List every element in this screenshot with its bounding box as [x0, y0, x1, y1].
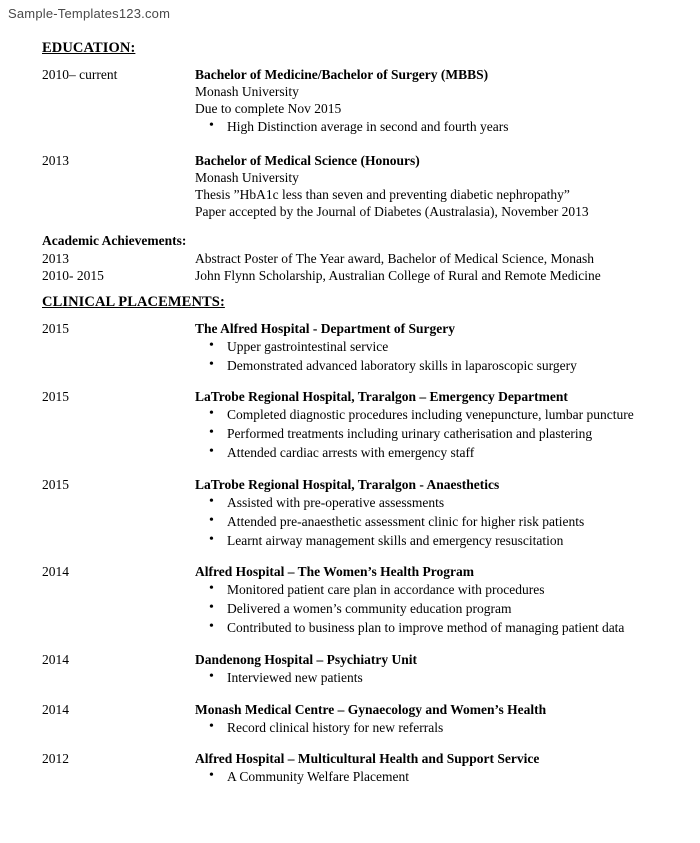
placement-body	[195, 564, 676, 637]
education-entry-line: Paper accepted by the Journal of Diabetes (Australasia), November 2013	[195, 203, 589, 219]
placement-title: Dandenong Hospital – Psychiatry Unit	[195, 651, 418, 667]
placement-title: Alfred Hospital – The Women’s Health Program	[195, 564, 474, 580]
achievement-row	[20, 251, 676, 267]
placement-entry	[20, 477, 676, 550]
achievement-date: 2013	[42, 250, 69, 266]
site-watermark: Sample-Templates123.com	[8, 6, 171, 21]
list-item: • Completed diagnostic procedures including venepuncture, lumbar puncture	[195, 406, 676, 424]
placement-date: 2015	[42, 476, 69, 492]
placement-entry	[20, 321, 676, 376]
placement-entry	[20, 652, 676, 688]
list-item: • Attended cardiac arrests with emergency staff	[195, 444, 676, 462]
list-item: • Attended pre-anaesthetic assessment clinic for higher risk patients	[195, 513, 676, 531]
list-item: • Assisted with pre-operative assessments	[195, 494, 676, 512]
education-entry-title: Bachelor of Medical Science (Honours)	[195, 152, 420, 168]
placement-date: 2014	[42, 651, 69, 667]
placement-date: 2014	[42, 701, 69, 717]
list-item: • Performed treatments including urinary catherisation and plastering	[195, 425, 676, 443]
placement-bullets	[195, 494, 676, 549]
placement-body	[195, 702, 676, 738]
placement-date: 2015	[42, 389, 69, 405]
list-item: • Monitored patient care plan in accordance with procedures	[195, 581, 676, 599]
academic-achievements-title: Academic Achievements:	[42, 232, 187, 248]
placement-title: LaTrobe Regional Hospital, Traralgon - Anaesthetics	[195, 476, 500, 492]
section-title-education: EDUCATION:	[42, 40, 136, 56]
achievement-row	[20, 268, 676, 284]
education-entry-line: Monash University	[195, 84, 299, 99]
education-entry-date: 2013	[42, 152, 69, 168]
list-item: • Interviewed new patients	[195, 669, 676, 687]
education-entry-line: Thesis ”HbA1c less than seven and preventing diabetic nephropathy”	[195, 186, 570, 202]
placement-title: Alfred Hospital – Multicultural Health and Support Service	[195, 751, 540, 767]
placement-entry	[20, 702, 676, 738]
list-item: • Demonstrated advanced laboratory skills in laparoscopic surgery	[195, 357, 676, 375]
placement-entry	[20, 751, 676, 787]
resume-page	[0, 30, 700, 801]
education-entry	[20, 153, 676, 221]
education-entry-date: 2010– current	[42, 67, 118, 82]
list-item: • Upper gastrointestinal service	[195, 338, 676, 356]
list-item: • Learnt airway management skills and emergency resuscitation	[195, 532, 676, 550]
placement-bullets	[195, 719, 676, 737]
spacer	[20, 143, 676, 153]
achievement-text: Abstract Poster of The Year award, Bachelor of Medical Science, Monash	[195, 250, 595, 266]
placement-bullets	[195, 338, 676, 375]
education-entry-body	[195, 67, 676, 137]
placement-title: The Alfred Hospital - Department of Surgery	[195, 320, 455, 336]
placement-body	[195, 751, 676, 787]
placement-bullets	[195, 669, 676, 687]
placement-bullets	[195, 581, 676, 636]
education-entry-bullets	[195, 118, 676, 136]
placement-entry	[20, 389, 676, 462]
section-title-clinical-placements: CLINICAL PLACEMENTS:	[42, 293, 225, 310]
placement-date: 2015	[42, 320, 69, 336]
placement-body	[195, 389, 676, 462]
list-item: • Record clinical history for new referrals	[195, 719, 676, 737]
education-entry-title: Bachelor of Medicine/Bachelor of Surgery (MBBS)	[195, 67, 489, 82]
list-item: • A Community Welfare Placement	[195, 768, 676, 786]
placement-body	[195, 321, 676, 376]
placement-bullets	[195, 406, 676, 461]
placement-body	[195, 652, 676, 688]
placement-entry	[20, 564, 676, 637]
list-item: • Contributed to business plan to improve method of managing patient data	[195, 619, 676, 637]
placement-bullets	[195, 768, 676, 786]
education-entry-body	[195, 153, 676, 221]
placement-date: 2014	[42, 564, 69, 580]
placement-title: Monash Medical Centre – Gynaecology and Women’s Health	[195, 701, 547, 717]
achievement-text: John Flynn Scholarship, Australian College of Rural and Remote Medicine	[195, 267, 601, 283]
education-entry-line: Monash University	[195, 169, 299, 185]
placement-title: LaTrobe Regional Hospital, Traralgon – Emergency Department	[195, 389, 568, 405]
list-item: • High Distinction average in second and fourth years	[195, 118, 676, 136]
education-entry-line: Due to complete Nov 2015	[195, 101, 342, 116]
education-entry	[20, 67, 676, 137]
achievement-date: 2010- 2015	[42, 267, 104, 283]
placement-body	[195, 477, 676, 550]
placement-date: 2012	[42, 751, 69, 767]
list-item: • Delivered a women’s community education program	[195, 600, 676, 618]
